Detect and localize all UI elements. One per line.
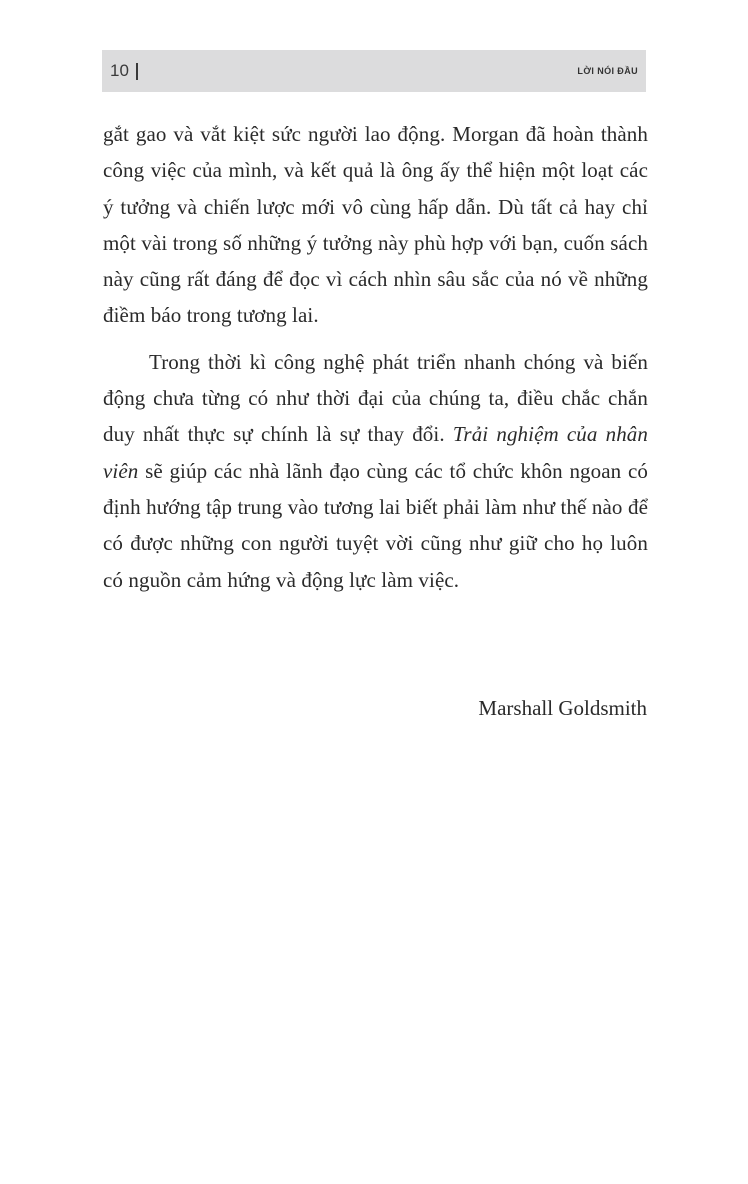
page-header (102, 50, 646, 92)
book-title: Trải nghiệm của nhân viên (103, 422, 648, 483)
paragraph-2-text-end: sẽ giúp các nhà lãnh đạo cùng các tổ chức khôn ngoan có định hướng tập trung vào tương lai biết phải làm như thế nào để có được những con người tuyệt vời cũng như giữ cho họ luôn có nguồn cảm hứng và động lực làm việc. (103, 458, 648, 592)
paragraph-2-text-start: Trong thời kì công nghệ phát triển nhanh chóng và biến động chưa từng có như thời đại của chúng ta, điều chắc chắn duy nhất thực sự chính là sự thay đổi. (103, 349, 648, 447)
author-signature: Marshall Goldsmith (478, 696, 647, 720)
page-number: 10 (110, 61, 129, 80)
header-divider (136, 63, 138, 80)
body-text (103, 116, 648, 598)
running-head: LỜI NÓI ĐẦU (577, 66, 638, 76)
paragraph-2 (103, 344, 648, 598)
paragraph-1: gắt gao và vắt kiệt sức người lao động. Morgan đã hoàn thành công việc của mình, và kết quả là ông ấy thể hiện một loạt các ý tưởng và chiến lược mới vô cùng hấp dẫn. Dù tất cả hay chỉ một vài trong số những ý tưởng này phù hợp với bạn, cuốn sách này cũng rất đáng để đọc vì cách nhìn sâu sắc của nó về những điềm báo trong tương lai. (103, 122, 648, 328)
